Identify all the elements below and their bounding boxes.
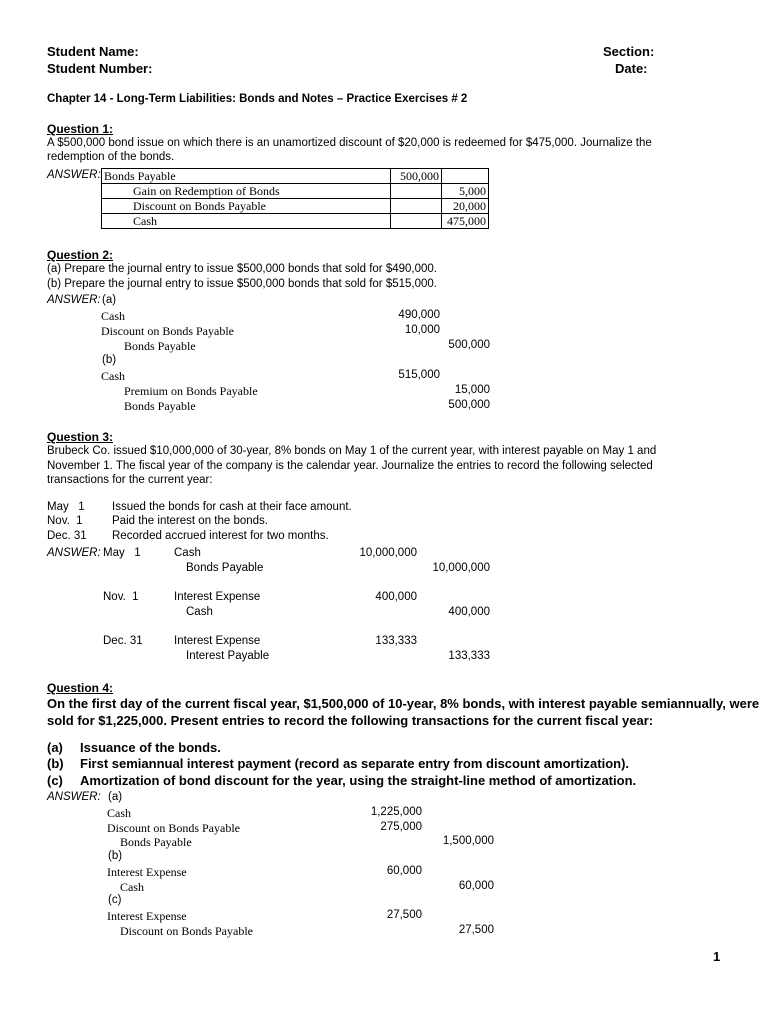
table-row <box>102 214 489 229</box>
credit-cell: 5,000 <box>442 184 489 199</box>
page-title: Chapter 14 - Long-Term Liabilities: Bonds and Notes – Practice Exercises # 2 <box>47 93 468 105</box>
q4b-interest: Interest Expense <box>107 865 187 879</box>
q3-entry-debit-amount: 10,000,000 <box>359 547 417 559</box>
q4-heading: Question 4: <box>47 681 114 695</box>
q3-entry-credit-amount: 400,000 <box>448 606 490 618</box>
q4c-discount: Discount on Bonds Payable <box>120 924 253 938</box>
q4b-cash-amount: 60,000 <box>458 880 494 892</box>
q2b-bonds-amount: 500,000 <box>448 399 490 411</box>
q4-label-b: (b) <box>108 850 123 862</box>
q1-journal-table <box>101 168 489 229</box>
account-cell: Bonds Payable <box>102 169 391 184</box>
q2b-cash: Cash <box>101 369 125 383</box>
q2a-cash-amount: 490,000 <box>398 309 440 321</box>
q4a-discount-amount: 275,000 <box>380 821 422 833</box>
q4c-interest-amount: 27,500 <box>386 909 422 921</box>
q4a-bonds-amount: 1,500,000 <box>442 835 494 847</box>
q1-text-line1: A $500,000 bond issue on which there is an unamortized discount of $20,000 is redeemed for $475,000. Journalize the <box>47 137 652 149</box>
q4c-interest: Interest Expense <box>107 909 187 923</box>
credit-cell: 20,000 <box>442 199 489 214</box>
section-label: Section: <box>603 44 655 59</box>
q2b-premium-amount: 15,000 <box>454 384 490 396</box>
q4-label-a: (a) <box>108 791 123 803</box>
q4-label-c: (c) <box>108 894 122 906</box>
debit-cell: 500,000 <box>391 169 442 184</box>
q4-item-label: (a) <box>47 740 63 755</box>
debit-cell <box>391 214 442 229</box>
q3-entry-debit: Cash <box>174 547 201 559</box>
q4-item-label: (c) <box>47 773 63 788</box>
q2-answer-label: ANSWER: <box>47 294 101 306</box>
q3-entry-credit: Bonds Payable <box>186 562 264 574</box>
account-cell: Gain on Redemption of Bonds <box>102 184 391 199</box>
debit-cell <box>391 199 442 214</box>
q3-entry-debit: Interest Expense <box>174 591 261 603</box>
q3-answer-label: ANSWER: <box>47 547 101 559</box>
q3-entry-date: Nov. 1 <box>103 591 139 603</box>
q3-transaction-date: May 1 <box>47 501 85 513</box>
q3-entry-debit-amount: 400,000 <box>375 591 417 603</box>
q2b-bonds: Bonds Payable <box>124 399 196 413</box>
q3-entry-debit-amount: 133,333 <box>375 635 417 647</box>
q4a-discount: Discount on Bonds Payable <box>107 821 240 835</box>
q3-entry-credit-amount: 10,000,000 <box>432 562 490 574</box>
q2-label-a: (a) <box>102 294 117 306</box>
q1-answer-label: ANSWER: <box>47 169 101 181</box>
q2a-discount: Discount on Bonds Payable <box>101 324 234 338</box>
q3-entry-debit: Interest Expense <box>174 635 261 647</box>
q2-label-b: (b) <box>102 354 117 366</box>
q1-text-line2: redemption of the bonds. <box>47 151 175 163</box>
q2-part-b: (b) Prepare the journal entry to issue $500,000 bonds that sold for $515,000. <box>47 278 437 290</box>
account-cell: Cash <box>102 214 391 229</box>
credit-cell: 475,000 <box>442 214 489 229</box>
credit-cell <box>442 169 489 184</box>
q3-transaction-desc: Recorded accrued interest for two months. <box>112 530 329 542</box>
q3-text-line3: transactions for the current year: <box>47 474 213 486</box>
page-number: 1 <box>713 949 721 964</box>
q4-item-text: Amortization of bond discount for the year, using the straight-line method of amortization. <box>80 773 637 788</box>
q3-text-line2: November 1. The fiscal year of the company is the calendar year. Journalize the entries to record the following selected <box>47 460 653 472</box>
q4b-cash: Cash <box>120 880 144 894</box>
q2a-bonds-amount: 500,000 <box>448 339 490 351</box>
q3-transaction-desc: Issued the bonds for cash at their face amount. <box>112 501 352 513</box>
q1-heading: Question 1: <box>47 122 114 136</box>
q2-part-a: (a) Prepare the journal entry to issue $500,000 bonds that sold for $490,000. <box>47 263 437 275</box>
account-cell: Discount on Bonds Payable <box>102 199 391 214</box>
q2-heading: Question 2: <box>47 248 114 262</box>
q4-item-text: First semiannual interest payment (record as separate entry from discount amortization). <box>80 756 630 771</box>
q2a-bonds: Bonds Payable <box>124 339 196 353</box>
q3-entry-date: Dec. 31 <box>103 635 143 647</box>
q4-item-label: (b) <box>47 756 64 771</box>
q3-transaction-desc: Paid the interest on the bonds. <box>112 515 268 527</box>
q3-transaction-date: Nov. 1 <box>47 515 83 527</box>
q4a-cash: Cash <box>107 806 131 820</box>
table-row <box>102 184 489 199</box>
table-row <box>102 199 489 214</box>
q3-heading: Question 3: <box>47 430 114 444</box>
table-row <box>102 169 489 184</box>
q4a-bonds: Bonds Payable <box>120 835 192 849</box>
q4b-interest-amount: 60,000 <box>386 865 422 877</box>
q3-entry-date: May 1 <box>103 547 141 559</box>
q4c-discount-amount: 27,500 <box>458 924 494 936</box>
debit-cell <box>391 184 442 199</box>
q2a-discount-amount: 10,000 <box>404 324 440 336</box>
q4-answer-label: ANSWER: <box>47 791 101 803</box>
q3-transaction-date: Dec. 31 <box>47 530 87 542</box>
q4-text-line1: On the first day of the current fiscal year, $1,500,000 of 10-year, 8% bonds, with interest payable semiannually, were <box>47 696 760 711</box>
q3-text-line1: Brubeck Co. issued $10,000,000 of 30-year, 8% bonds on May 1 of the current year, with interest payable on May 1 and <box>47 445 657 457</box>
q4a-cash-amount: 1,225,000 <box>370 806 422 818</box>
q4-text-line2: sold for $1,225,000. Present entries to record the following transactions for the current fiscal year: <box>47 713 654 728</box>
q2a-cash: Cash <box>101 309 125 323</box>
date-label: Date: <box>615 61 648 76</box>
q3-entry-credit: Cash <box>186 606 213 618</box>
student-number-label: Student Number: <box>47 61 153 76</box>
student-name-label: Student Name: <box>47 44 139 59</box>
q2b-premium: Premium on Bonds Payable <box>124 384 258 398</box>
q2b-cash-amount: 515,000 <box>398 369 440 381</box>
q4-item-text: Issuance of the bonds. <box>80 740 221 755</box>
q3-entry-credit: Interest Payable <box>186 650 270 662</box>
q3-entry-credit-amount: 133,333 <box>448 650 490 662</box>
